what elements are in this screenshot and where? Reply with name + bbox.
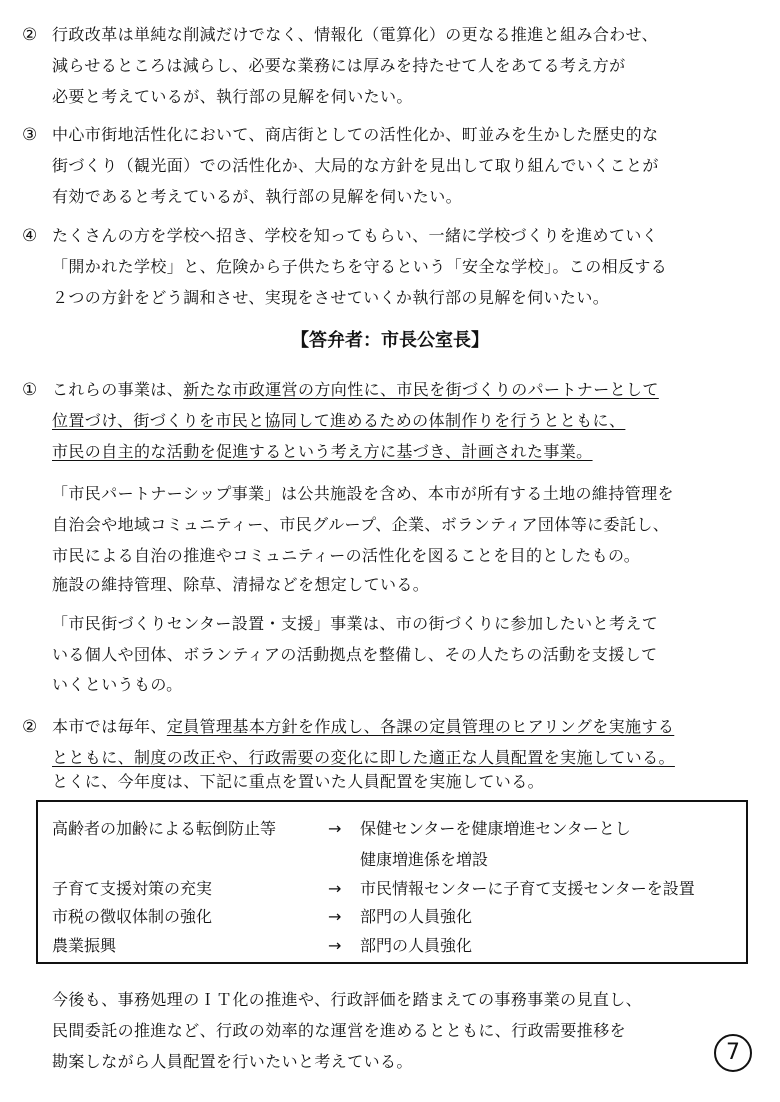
table-row-3-right: 市民情報センターに子育て支援センターを設置 [360,879,695,898]
table-row-3-left: 子育て支援対策の充実 [52,879,213,898]
question-2-line-1: 行政改革は単純な削減だけでなく、情報化（電算化）の更なる推進と組み合わせ、 [52,25,659,44]
question-4-line-1: たくさんの方を学校へ招き、学校を知ってもらい、一緒に学校づくりを進めていく [52,226,659,245]
answer-1-line-1-underlined: 新たな市政運営の方向性に、市民を街づくりのパートナーとして [183,380,659,399]
table-row-4-right: 部門の人員強化 [360,907,473,926]
answer-1-para2-line-1: 「市民パートナーシップ事業」は公共施設を含め、本市が所有する土地の維持管理を [52,484,674,503]
answer-1-line-2: 位置づけ、街づくりを市民と協同して進めるための体制作りを行うとともに、 [52,411,626,430]
answer-1-line-1-plain: これらの事業は、 [52,380,184,399]
table-row-4-left: 市税の徴収体制の強化 [52,907,213,926]
closing-line-1: 今後も、事務処理のＩＴ化の推進や、行政評価を踏まえての事務事業の見直し、 [52,990,643,1009]
table-row-4-arrow: → [328,907,342,926]
closing-line-3: 勘案しながら人員配置を行いたいと考えている。 [52,1052,413,1071]
table-row-2-right: 健康増進係を増設 [360,850,489,869]
answer-1-para3-line-3: いくというもの。 [52,675,183,694]
table-row-1-right: 保健センターを健康増進センターとし [360,819,631,838]
answer-1-para3-line-2: いる個人や団体、ボランティアの活動拠点を整備し、その人たちの活動を支援して [52,645,658,664]
answer-2-line-1 [52,717,674,737]
answer-1-para3-line-1: 「市民街づくりセンター設置・支援」事業は、市の街づくりに参加したいと考えて [52,614,659,633]
table-row-5-right: 部門の人員強化 [360,936,473,955]
question-4-number: ④ [22,226,38,246]
question-3-line-3: 有効であると考えているが、執行部の見解を伺いたい。 [52,187,463,206]
answer-2-number: ② [22,717,38,737]
answer-2-line-1-underlined: 定員管理基本方針を作成し、各課の定員管理のヒアリングを実施する [166,717,675,736]
table-row-3-arrow: → [328,879,342,898]
answer-1-para2-line-3: 市民による自治の推進やコミュニティーの活性化を図ることを目的としたもの。 [52,546,641,565]
respondent-heading: 【答弁者：市長公室長】 [291,330,489,351]
table-row-1-arrow: → [328,819,342,838]
answer-1-para2-line-2: 自治会や地域コミュニティー、市民グループ、企業、ボランティア団体等に委託し、 [52,515,670,534]
question-2-line-3: 必要と考えているが、執行部の見解を伺いたい。 [52,87,413,106]
answer-1-line-3: 市民の自主的な活動を促進するという考え方に基づき、計画された事業。 [52,442,593,461]
answer-2-line-2: とともに、制度の改正や、行政需要の変化に即した適正な人員配置を実施している。 [52,748,675,767]
question-4-line-3: ２つの方針をどう調和させ、実現をさせていくか執行部の見解を伺いたい。 [52,288,610,307]
question-3-line-2: 街づくり（観光面）での活性化か、大局的な方針を見出して取り組んでいくことが [52,156,659,175]
question-4-line-2: 「開かれた学校」と、危険から子供たちを守るという「安全な学校」。この相反する [52,257,668,276]
closing-line-2: 民間委託の推進など、行政の効率的な運営を進めるとともに、行政需要推移を [52,1021,627,1040]
page-number: 7 [714,1034,752,1072]
answer-1-number: ① [22,380,38,400]
table-row-1-left: 高齢者の加齢による転倒防止等 [52,819,277,838]
answer-1-line-1 [52,380,659,400]
table-row-5-arrow: → [328,936,342,955]
question-3-line-1: 中心市街地活性化において、商店街としての活性化か、町並みを生かした歴史的な [52,125,659,144]
staffing-table-box [36,800,748,964]
table-row-5-left: 農業振興 [52,936,117,955]
question-2-line-2: 減らせるところは減らし、必要な業務には厚みを持たせて人をあてる考え方が [52,56,626,75]
question-2-number: ② [22,25,38,45]
answer-1-para2-line-4: 施設の維持管理、除草、清掃などを想定している。 [52,575,430,594]
answer-2-line-3: とくに、今年度は、下記に重点を置いた人員配置を実施している。 [52,772,545,791]
answer-2-line-1-plain: 本市では毎年、 [52,717,167,736]
question-3-number: ③ [22,125,38,145]
